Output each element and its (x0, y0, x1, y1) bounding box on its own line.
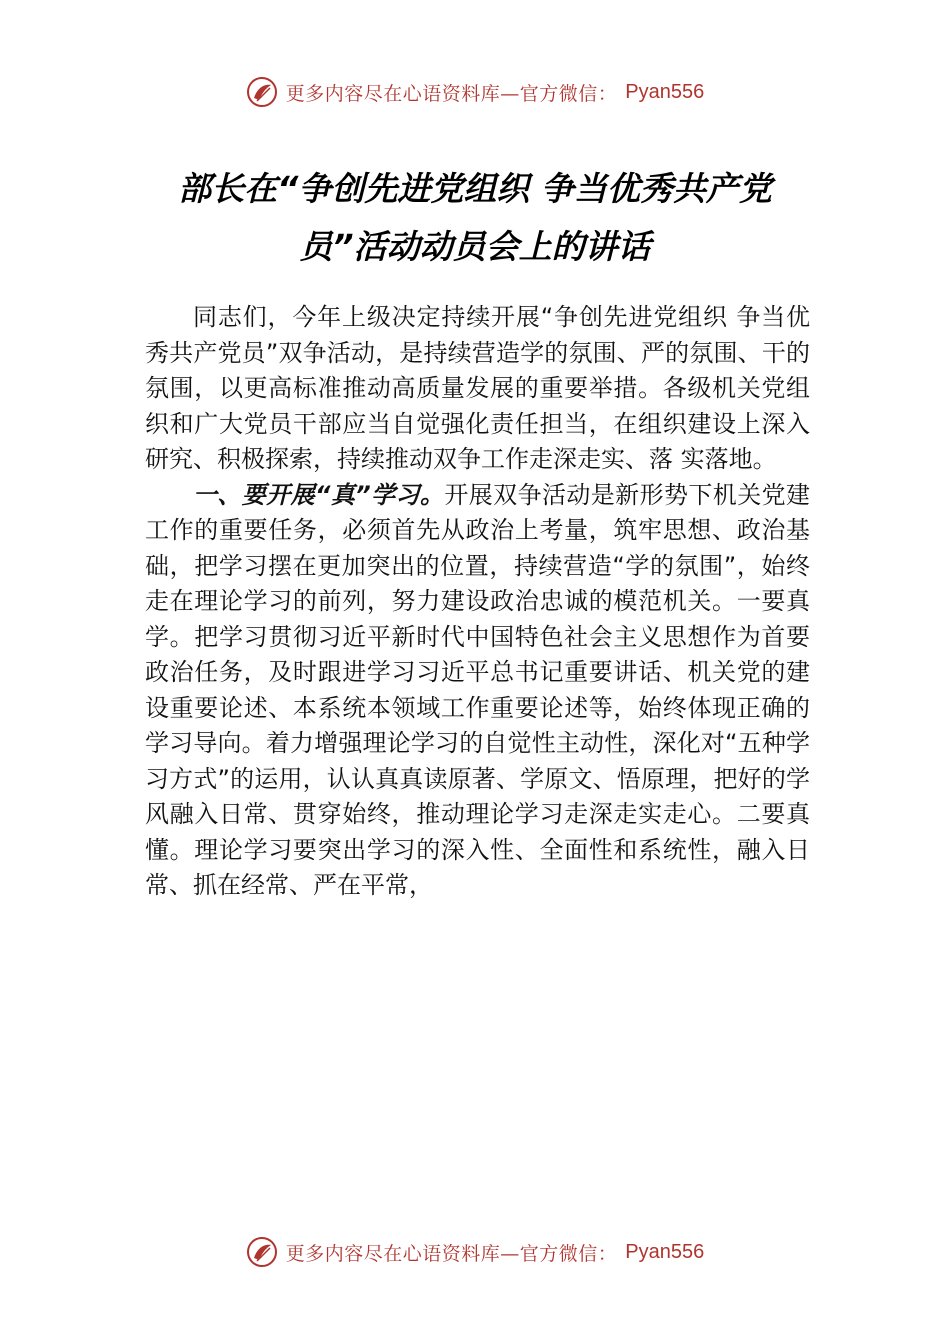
watermark-footer (0, 1232, 950, 1272)
brand-logo-icon (246, 1236, 278, 1268)
watermark-text: 更多内容尽在心语资料库—官方微信： (285, 82, 618, 105)
watermark-text: 更多内容尽在心语资料库—官方微信： (285, 1242, 618, 1265)
watermark-header (0, 72, 950, 112)
document-body (145, 300, 810, 904)
title-line-1: 部长在“争创先进党组织 争当优秀共产党 (178, 169, 772, 208)
paragraph-section-1 (145, 478, 810, 904)
brand-logo-icon (246, 76, 278, 108)
watermark-handle: Pyan556 (625, 80, 705, 103)
document-title (110, 160, 840, 276)
watermark-handle: Pyan556 (625, 1240, 705, 1263)
section-1-body: 开展双争活动是新形势下机关党建工作的重要任务，必须首先从政治上考量，筑牢思想、政治基础，把学习摆在更加突出的位置，持续营造“学的氛围”，始终走在理论学习的前列，努力建设政治忠诚的模范机关。一要真学。把学习贯彻习近平新时代中国特色社会主义思想作为首要政治任务，及时跟进学习习近平总书记重要讲话、机关党的建设重要论述、本系统本领域工作重要论述等，始终体现正确的学习导向。着力增强理论学习的自觉性主动性，深化对“五种学习方式”的运用，认认真真读原著、学原文、悟原理，把好的学风融入日常、贯穿始终，推动理论学习走深走实走心。二要真懂。理论学习要突出学习的深入性、全面性和系统性，融入日常、抓在经常、严在平常， (145, 480, 811, 899)
section-1-heading: 一、要开展“真”学习。 (193, 480, 445, 509)
title-line-2: 员”活动动员会上的讲话 (299, 227, 651, 266)
paragraph-intro: 同志们，今年上级决定持续开展“争创先进党组织 争当优秀共产党员”双争活动，是持续营造学的氛围、严的氛围、干的氛围，以更高标准推动高质量发展的重要举措。各级机关党组织和广大党员干部应当自觉强化责任担当，在组织建设上深入研究、积极探索，持续推动双争工作走深走实、落 实落地。 (145, 303, 810, 473)
